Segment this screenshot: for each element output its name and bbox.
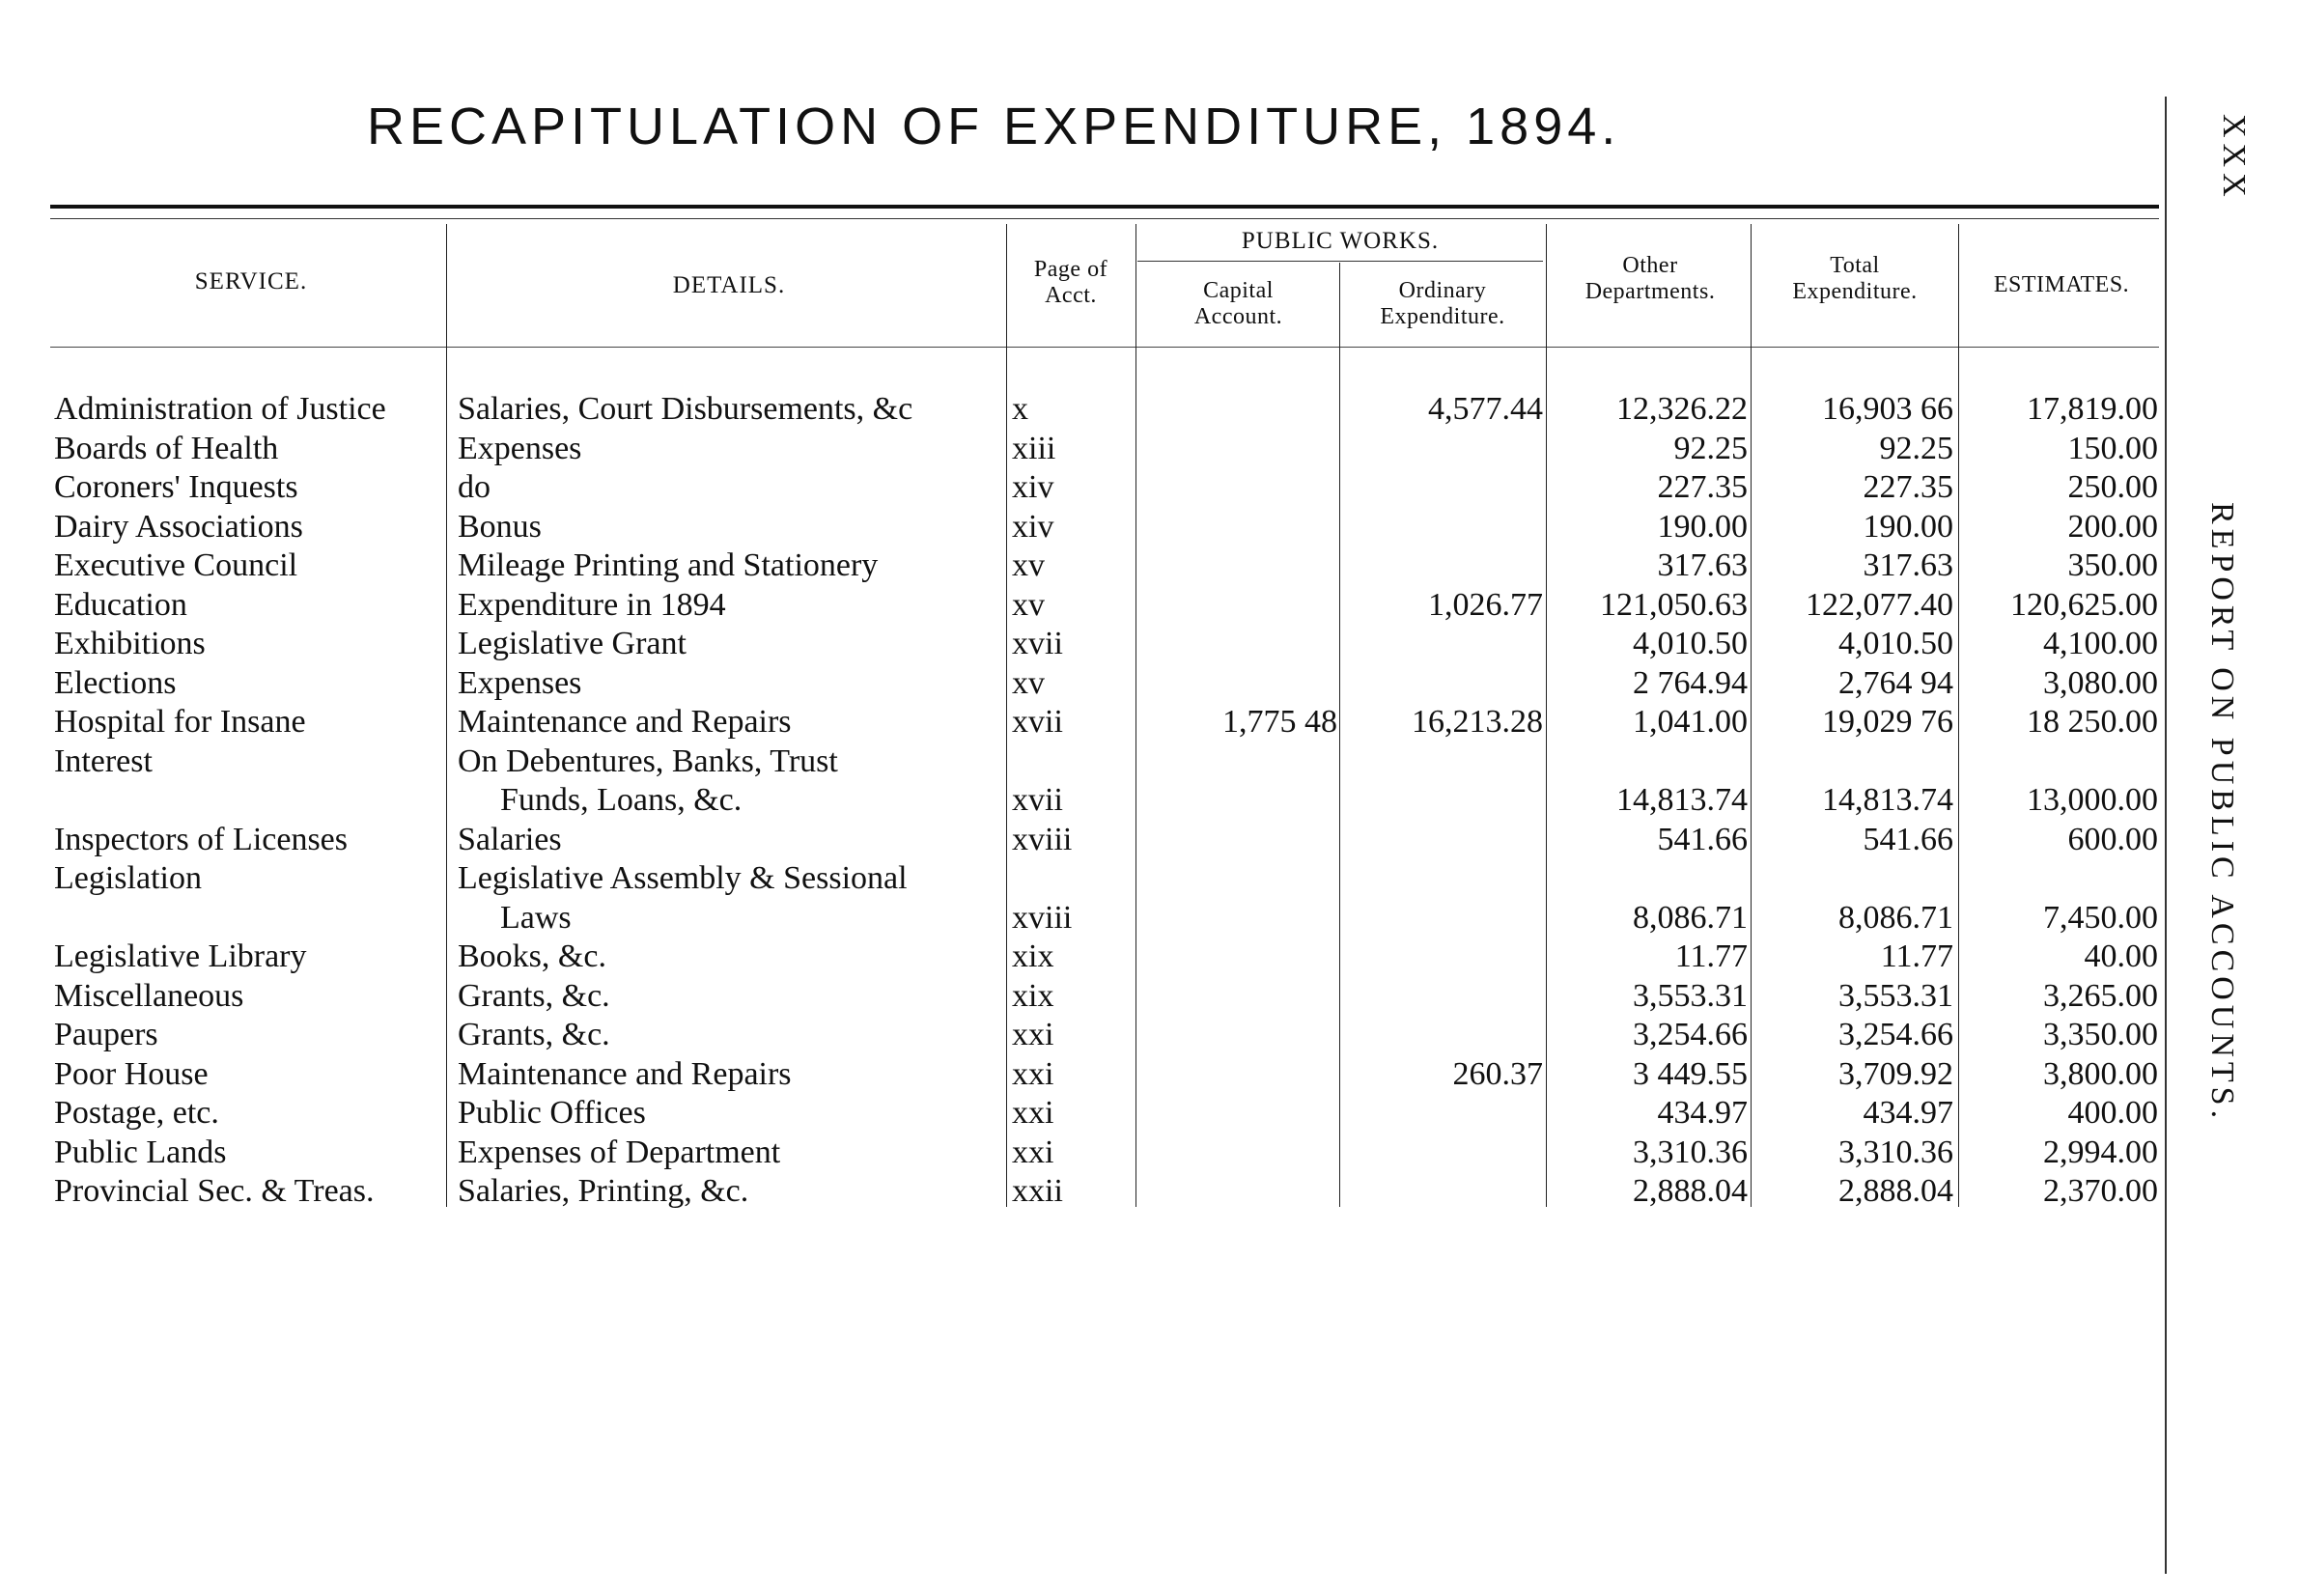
page-title: RECAPITULATION OF EXPENDITURE, 1894.	[367, 98, 1621, 155]
estimates-cell: 150.00	[2067, 430, 2158, 466]
ordinary-cell: 16,213.28	[1412, 704, 1543, 740]
total-expenditure-cell: 14,813.74	[1822, 782, 1953, 818]
estimates-cell: 600.00	[2067, 821, 2158, 857]
total-expenditure-cell: 434.97	[1863, 1095, 1953, 1131]
other-departments-cell: 317.63	[1657, 547, 1748, 583]
other-departments-cell: 3,254.66	[1633, 1017, 1748, 1052]
table-row	[0, 664, 2163, 703]
service-cell: Education	[54, 586, 187, 623]
table-row	[0, 859, 2163, 898]
ordinary-cell: 4,577.44	[1428, 391, 1543, 427]
service-cell: Elections	[54, 664, 177, 701]
estimates-cell: 13,000.00	[2027, 782, 2158, 818]
details-cell: Laws	[500, 899, 572, 936]
page-cell: xviii	[1012, 899, 1073, 936]
running-head: REPORT ON PUBLIC ACCOUNTS.	[2204, 502, 2240, 1124]
details-cell: do	[458, 469, 491, 505]
page-cell: xxi	[1012, 1095, 1054, 1131]
estimates-cell: 400.00	[2067, 1095, 2158, 1131]
header-total-expenditure: Total Expenditure.	[1792, 253, 1918, 304]
table-row	[0, 468, 2163, 507]
service-cell: Legislative Library	[54, 938, 307, 974]
estimates-cell: 17,819.00	[2027, 391, 2158, 427]
estimates-cell: 3,350.00	[2043, 1017, 2158, 1052]
page-cell: xxi	[1012, 1017, 1054, 1052]
other-departments-cell: 11.77	[1674, 938, 1748, 974]
other-departments-cell: 12,326.22	[1616, 391, 1748, 427]
details-cell: Bonus	[458, 508, 542, 545]
table-row	[0, 430, 2163, 468]
header-public-works: PUBLIC WORKS.	[1241, 228, 1440, 254]
service-cell: Poor House	[54, 1055, 209, 1092]
page-cell: xvii	[1012, 626, 1063, 661]
estimates-cell: 200.00	[2067, 508, 2158, 545]
table-row	[0, 1016, 2163, 1054]
page-cell: xix	[1012, 938, 1054, 974]
estimates-cell: 250.00	[2067, 469, 2158, 505]
page-cell: xxi	[1012, 1134, 1054, 1170]
table-row	[0, 781, 2163, 820]
table-row	[0, 938, 2163, 976]
details-cell: On Debentures, Banks, Trust	[458, 742, 838, 779]
service-cell: Provincial Sec. & Treas.	[54, 1173, 375, 1209]
service-cell: Miscellaneous	[54, 977, 244, 1014]
total-expenditure-cell: 11.77	[1880, 938, 1953, 974]
details-cell: Funds, Loans, &c.	[500, 782, 743, 818]
page-cell: xv	[1012, 664, 1045, 701]
table-row	[0, 1094, 2163, 1133]
header-capital-account: Capital Account.	[1193, 278, 1283, 329]
service-cell: Executive Council	[54, 547, 298, 583]
estimates-cell: 18 250.00	[2027, 704, 2158, 740]
estimates-cell: 3,800.00	[2043, 1055, 2158, 1092]
page-cell: xxii	[1012, 1173, 1063, 1209]
page-cell: xiii	[1012, 430, 1056, 466]
other-departments-cell: 8,086.71	[1633, 899, 1748, 936]
page-cell: xvii	[1012, 782, 1063, 818]
details-cell: Legislative Assembly & Sessional	[458, 860, 908, 896]
page-number: XXX	[2216, 114, 2252, 203]
page-cell: xviii	[1012, 821, 1073, 857]
table-row	[0, 899, 2163, 938]
details-cell: Mileage Printing and Stationery	[458, 547, 879, 583]
estimates-cell: 2,994.00	[2043, 1134, 2158, 1170]
other-departments-cell: 14,813.74	[1616, 782, 1748, 818]
table-row	[0, 625, 2163, 663]
other-departments-cell: 121,050.63	[1600, 586, 1748, 623]
page-cell: xiv	[1012, 508, 1054, 545]
other-departments-cell: 434.97	[1657, 1095, 1748, 1131]
page-cell: xiv	[1012, 469, 1054, 505]
total-expenditure-cell: 190.00	[1863, 508, 1953, 545]
table-row	[0, 977, 2163, 1016]
header-other-departments: Other Departments.	[1584, 253, 1716, 304]
service-cell: Inspectors of Licenses	[54, 821, 349, 857]
total-expenditure-cell: 3,553.31	[1838, 977, 1953, 1014]
service-cell: Postage, etc.	[54, 1095, 219, 1131]
total-expenditure-cell: 227.35	[1863, 469, 1953, 505]
details-cell: Expenditure in 1894	[458, 586, 726, 623]
table-row	[0, 546, 2163, 585]
table-row	[0, 1134, 2163, 1172]
service-cell: Coroners' Inquests	[54, 469, 298, 505]
other-departments-cell: 227.35	[1657, 469, 1748, 505]
ordinary-cell: 1,026.77	[1428, 586, 1543, 623]
header-rule-thin	[50, 218, 2159, 219]
header-rule-thick	[50, 205, 2159, 209]
other-departments-cell: 190.00	[1657, 508, 1748, 545]
details-cell: Grants, &c.	[458, 1017, 610, 1052]
column-header-rule	[50, 347, 2159, 348]
total-expenditure-cell: 19,029 76	[1822, 704, 1953, 740]
details-cell: Public Offices	[458, 1095, 646, 1131]
total-expenditure-cell: 2,888.04	[1838, 1173, 1953, 1209]
details-cell: Maintenance and Repairs	[458, 704, 792, 740]
details-cell: Grants, &c.	[458, 977, 610, 1014]
other-departments-cell: 541.66	[1657, 821, 1748, 857]
estimates-cell: 4,100.00	[2043, 626, 2158, 661]
header-estimates: ESTIMATES.	[1993, 272, 2130, 297]
total-expenditure-cell: 3,709.92	[1838, 1055, 1953, 1092]
table-row	[0, 742, 2163, 781]
other-departments-cell: 1,041.00	[1633, 704, 1748, 740]
header-ordinary-expenditure: Ordinary Expenditure.	[1380, 278, 1505, 329]
service-cell: Interest	[54, 742, 153, 779]
service-cell: Hospital for Insane	[54, 704, 306, 740]
total-expenditure-cell: 3,310.36	[1838, 1134, 1953, 1170]
details-cell: Expenses	[458, 430, 582, 466]
estimates-cell: 3,265.00	[2043, 977, 2158, 1014]
service-cell: Dairy Associations	[54, 508, 303, 545]
estimates-cell: 2,370.00	[2043, 1173, 2158, 1209]
other-departments-cell: 92.25	[1673, 430, 1748, 466]
estimates-cell: 120,625.00	[2010, 586, 2158, 623]
estimates-cell: 40.00	[2084, 938, 2158, 974]
total-expenditure-cell: 8,086.71	[1838, 899, 1953, 936]
service-cell: Administration of Justice	[54, 391, 386, 427]
ordinary-cell: 260.37	[1452, 1055, 1543, 1092]
table-row	[0, 821, 2163, 859]
service-cell: Legislation	[54, 860, 202, 896]
estimates-cell: 7,450.00	[2043, 899, 2158, 936]
other-departments-cell: 3,553.31	[1633, 977, 1748, 1014]
other-departments-cell: 4,010.50	[1633, 626, 1748, 661]
details-cell: Legislative Grant	[458, 626, 687, 661]
details-cell: Expenses	[458, 664, 582, 701]
other-departments-cell: 3,310.36	[1633, 1134, 1748, 1170]
page-cell: xv	[1012, 547, 1045, 583]
page-cell: xvii	[1012, 704, 1063, 740]
table-row	[0, 1055, 2163, 1094]
table-row	[0, 586, 2163, 625]
other-departments-cell: 3 449.55	[1633, 1055, 1748, 1092]
page-cell: x	[1012, 391, 1028, 427]
total-expenditure-cell: 16,903 66	[1822, 391, 1953, 427]
total-expenditure-cell: 3,254.66	[1838, 1017, 1953, 1052]
header-service: SERVICE.	[194, 268, 308, 294]
table-row	[0, 508, 2163, 546]
details-cell: Books, &c.	[458, 938, 606, 974]
details-cell: Expenses of Department	[458, 1134, 781, 1170]
table-row	[0, 703, 2163, 742]
details-cell: Salaries	[458, 821, 562, 857]
header-page-of-acct: Page of Acct.	[1033, 257, 1108, 308]
estimates-cell: 3,080.00	[2043, 664, 2158, 701]
details-cell: Salaries, Printing, &c.	[458, 1173, 749, 1209]
total-expenditure-cell: 2,764 94	[1838, 664, 1953, 701]
header-details: DETAILS.	[672, 272, 786, 298]
estimates-cell: 350.00	[2067, 547, 2158, 583]
service-cell: Exhibitions	[54, 626, 206, 661]
total-expenditure-cell: 541.66	[1863, 821, 1953, 857]
page-cell: xv	[1012, 586, 1045, 623]
public-works-underline	[1137, 261, 1543, 262]
details-cell: Maintenance and Repairs	[458, 1055, 792, 1092]
total-expenditure-cell: 4,010.50	[1838, 626, 1953, 661]
service-cell: Paupers	[54, 1017, 158, 1052]
page-cell: xxi	[1012, 1055, 1054, 1092]
total-expenditure-cell: 122,077.40	[1806, 586, 1953, 623]
table-row	[0, 390, 2163, 429]
right-margin-rule	[2165, 97, 2167, 1574]
page-cell: xix	[1012, 977, 1054, 1014]
total-expenditure-cell: 92.25	[1879, 430, 1953, 466]
service-cell: Public Lands	[54, 1134, 227, 1170]
other-departments-cell: 2,888.04	[1633, 1173, 1748, 1209]
capital-cell: 1,775 48	[1222, 704, 1337, 740]
service-cell: Boards of Health	[54, 430, 279, 466]
other-departments-cell: 2 764.94	[1633, 664, 1748, 701]
table-row	[0, 1172, 2163, 1211]
details-cell: Salaries, Court Disbursements, &c	[458, 391, 913, 427]
total-expenditure-cell: 317.63	[1863, 547, 1953, 583]
